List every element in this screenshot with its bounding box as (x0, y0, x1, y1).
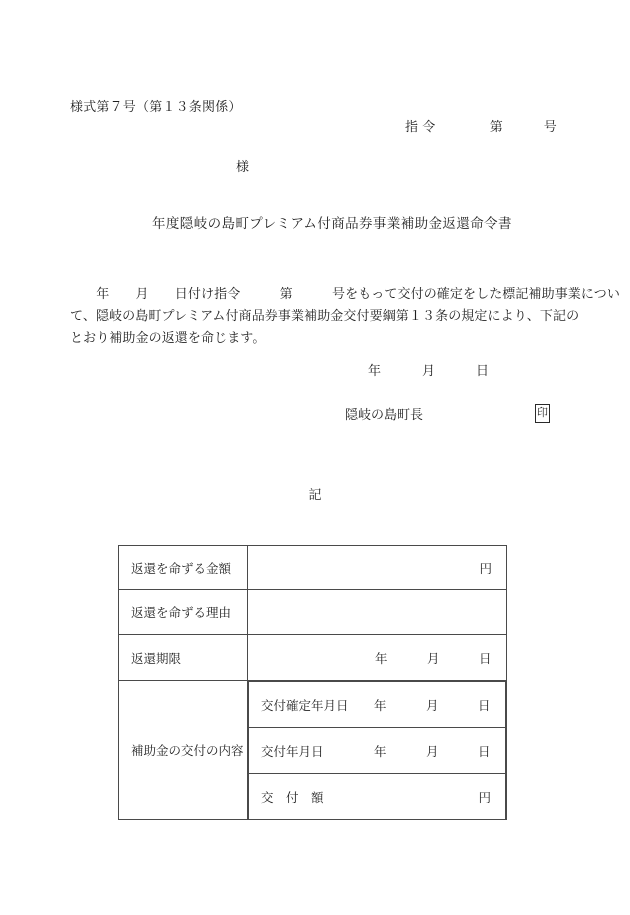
grant-sub-label: 交付確定年月日 (261, 698, 349, 713)
signer-title: 隠岐の島町長 (345, 407, 424, 422)
issue-date-line: 年 月 日 (368, 363, 490, 378)
grant-sub-label: 交 付 額 (261, 790, 324, 805)
grant-section-label: 補助金の交付の内容 (131, 744, 244, 758)
grant-sub-row (249, 728, 506, 774)
grant-sub-date: 年 月 日 (373, 744, 491, 759)
grant-sub-row (249, 774, 506, 820)
row-value-cell (248, 635, 507, 681)
row-value-cell (248, 590, 507, 635)
addressee-honorific: 様 (236, 159, 250, 174)
table-row-grant-section (119, 681, 507, 820)
form-number: 様式第７号（第１３条関係） (70, 99, 242, 114)
grant-sub-cell (249, 682, 506, 728)
grant-sub-label: 交付年月日 (261, 744, 324, 759)
ki-marker: 記 (308, 487, 322, 502)
grant-section-value-cell (248, 681, 507, 820)
seal-stamp-icon: 印 (535, 404, 550, 423)
row-label: 返還期限 (131, 651, 182, 666)
grant-sub-date: 年 月 日 (373, 698, 491, 713)
body-line-3: とおり補助金の返還を命じます。 (70, 330, 266, 345)
row-value-unit: 円 (479, 561, 492, 576)
body-line-1: 年 月 日付け指令 第 号をもって交付の確定をした標記補助事業につい (70, 286, 620, 301)
grant-sub-cell (249, 774, 506, 820)
table-row (119, 546, 507, 590)
row-value-date: 年 月 日 (374, 651, 492, 666)
row-value-cell (248, 546, 507, 590)
row-label-cell (119, 546, 248, 590)
row-label: 返還を命ずる金額 (131, 561, 232, 576)
body-paragraph (70, 283, 620, 349)
table-row (119, 635, 507, 681)
order-number-line: 指 令 第 号 (405, 119, 558, 134)
grant-sub-row (249, 682, 506, 728)
grant-sub-cell (249, 728, 506, 774)
body-line-2: て、隠岐の島町プレミアム付商品券事業補助金交付要綱第１３条の規定により、下記の (70, 308, 580, 323)
grant-sub-table (248, 681, 506, 819)
row-label: 返還を命ずる理由 (131, 606, 232, 620)
details-table (118, 545, 507, 820)
signature-block (345, 404, 550, 423)
details-table-wrapper (118, 545, 507, 820)
row-label-cell (119, 590, 248, 635)
grant-section-label-cell (119, 681, 248, 820)
grant-sub-unit: 円 (478, 790, 491, 805)
document-title: 年度隠岐の島町プレミアム付商品券事業補助金返還命令書 (152, 216, 512, 231)
row-label-cell (119, 635, 248, 681)
table-row (119, 590, 507, 635)
